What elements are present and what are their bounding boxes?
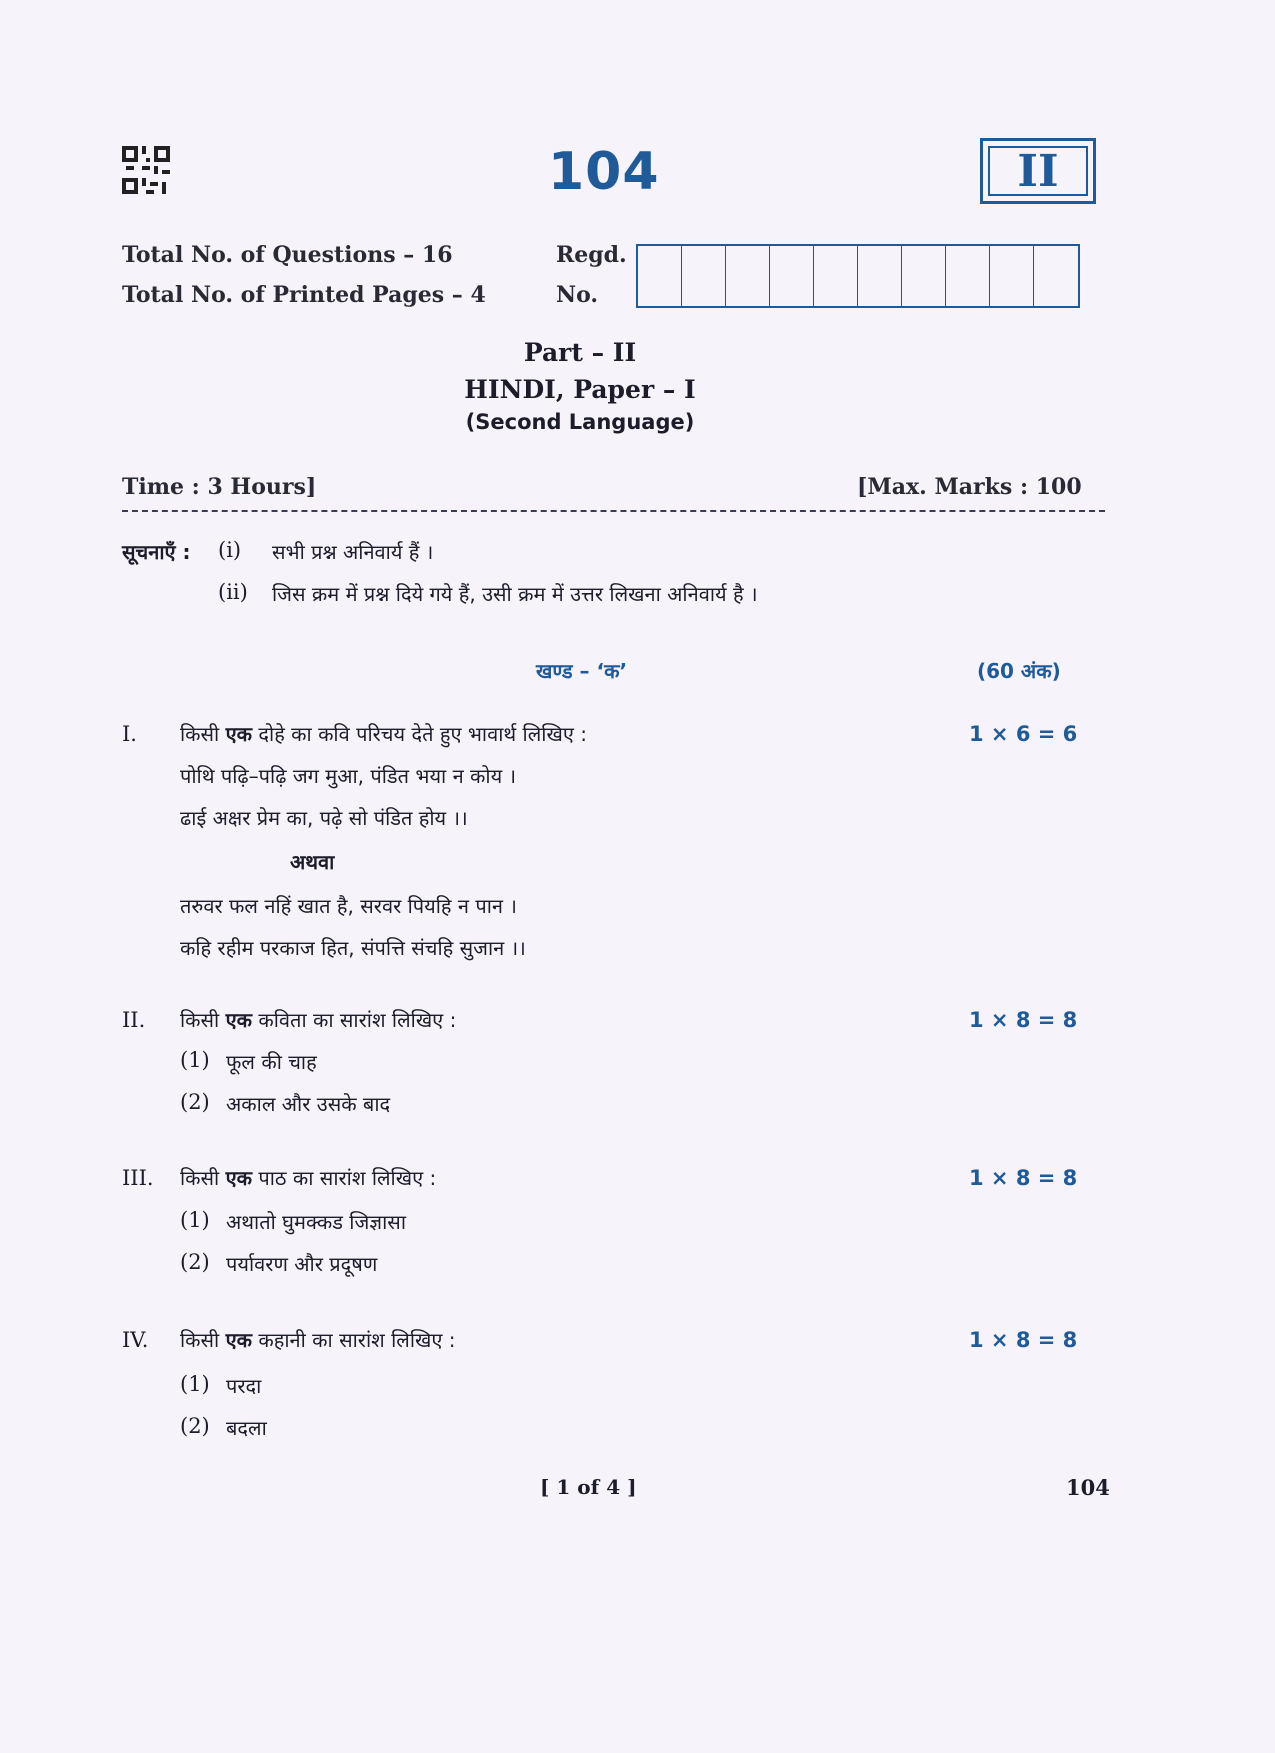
or-label: अथवा — [290, 850, 335, 874]
regd-box[interactable] — [770, 246, 814, 306]
option-text: फूल की चाह — [226, 1050, 317, 1074]
option-text: अकाल और उसके बाद — [226, 1092, 391, 1116]
total-questions: Total No. of Questions – 16 — [122, 242, 453, 268]
option-number: (1) — [180, 1208, 210, 1232]
footer-paper-code: 104 — [1066, 1475, 1110, 1500]
question-number: III. — [122, 1166, 154, 1190]
doha-line: कहि रहीम परकाज हित, संपत्ति संचहि सुजान ।। — [180, 936, 526, 960]
regd-box[interactable] — [726, 246, 770, 306]
regd-number-boxes[interactable] — [636, 244, 1080, 308]
total-pages: Total No. of Printed Pages – 4 — [122, 282, 486, 308]
option-text: पर्यावरण और प्रदूषण — [226, 1252, 378, 1276]
regd-box[interactable] — [990, 246, 1034, 306]
header-divider — [122, 510, 1105, 512]
section-title: खण्ड – ‘क’ — [536, 659, 628, 683]
question-marks: 1 × 6 = 6 — [969, 722, 1078, 746]
regd-box[interactable] — [814, 246, 858, 306]
option-number: (1) — [180, 1372, 210, 1396]
regd-label: Regd. — [556, 242, 627, 268]
doha-line: पोथि पढ़ि–पढ़ि जग मुआ, पंडित भया न कोय । — [180, 764, 517, 788]
doha-line: तरुवर फल नहिं खात है, सरवर पियहि न पान । — [180, 894, 517, 918]
regd-box[interactable] — [902, 246, 946, 306]
max-marks: [Max. Marks : 100 — [857, 474, 1082, 500]
question-marks: 1 × 8 = 8 — [969, 1328, 1078, 1352]
question-number: I. — [122, 722, 137, 746]
regd-no-label: No. — [556, 282, 599, 308]
page-number: [ 1 of 4 ] — [540, 1475, 637, 1499]
regd-box[interactable] — [682, 246, 726, 306]
question-marks: 1 × 8 = 8 — [969, 1008, 1078, 1032]
part-title: Part – II — [523, 338, 637, 367]
option-number: (1) — [180, 1048, 210, 1072]
instruction-num: (ii) — [218, 580, 248, 604]
part-box — [980, 138, 1096, 204]
option-number: (2) — [180, 1414, 210, 1438]
regd-box[interactable] — [858, 246, 902, 306]
language-title: (Second Language) — [465, 410, 695, 434]
instruction-text: जिस क्रम में प्रश्न दिये गये हैं, उसी क्रम में उत्तर लिखना अनिवार्य है । — [272, 582, 758, 606]
doha-line: ढाई अक्षर प्रेम का, पढ़े सो पंडित होय ।। — [180, 806, 468, 830]
instructions-label: सूचनाएँ : — [122, 540, 191, 564]
question-number: IV. — [122, 1328, 149, 1352]
instruction-text: सभी प्रश्न अनिवार्य हैं । — [272, 540, 434, 564]
question-text: किसी एक कहानी का सारांश लिखिए : — [180, 1328, 456, 1352]
instruction-num: (i) — [218, 538, 242, 562]
question-text: किसी एक पाठ का सारांश लिखिए : — [180, 1166, 437, 1190]
option-number: (2) — [180, 1090, 210, 1114]
regd-box[interactable] — [946, 246, 990, 306]
option-text: बदला — [226, 1416, 267, 1440]
regd-box[interactable] — [638, 246, 682, 306]
part-box-label: II — [988, 146, 1088, 196]
option-text: परदा — [226, 1374, 262, 1398]
exam-time: Time : 3 Hours] — [122, 474, 317, 500]
option-text: अथातो घुमक्कड जिज्ञासा — [226, 1210, 406, 1234]
question-text: किसी एक दोहे का कवि परिचय देते हुए भावार्थ लिखिए : — [180, 722, 587, 746]
option-number: (2) — [180, 1250, 210, 1274]
section-marks: (60 अंक) — [977, 659, 1061, 683]
paper-code: 104 — [548, 142, 660, 202]
question-text: किसी एक कविता का सारांश लिखिए : — [180, 1008, 457, 1032]
subject-title: HINDI, Paper – I — [464, 375, 696, 404]
qr-code-icon — [122, 146, 170, 194]
question-marks: 1 × 8 = 8 — [969, 1166, 1078, 1190]
question-number: II. — [122, 1008, 146, 1032]
regd-box[interactable] — [1034, 246, 1078, 306]
